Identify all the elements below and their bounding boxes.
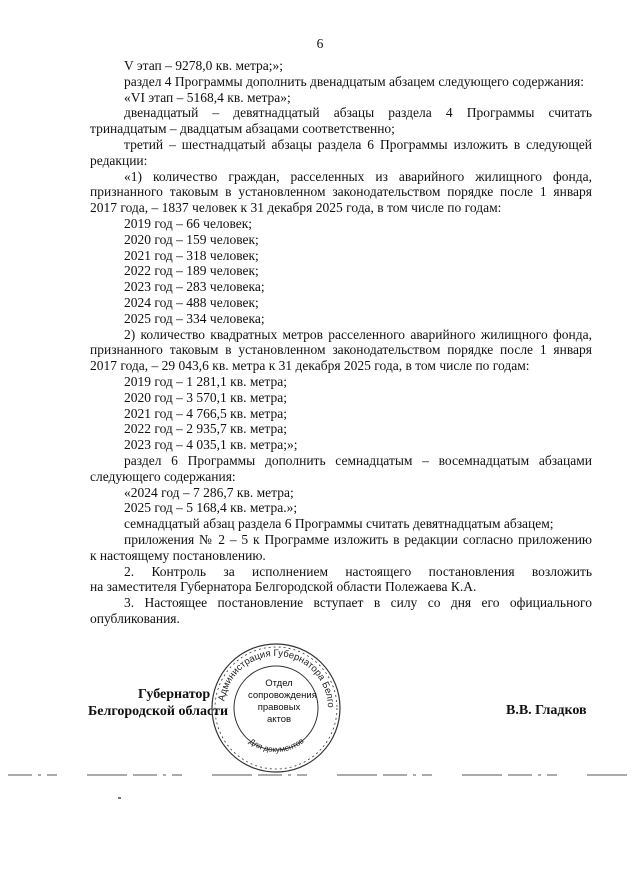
signatory-title-line2: Белгородской области (88, 704, 229, 719)
page-number: 6 (316, 36, 324, 51)
paragraph-line: 2023 год – 283 человека; (124, 279, 265, 295)
paragraph-line: 2024 год – 488 человек; (124, 294, 259, 310)
signatory-name: В.В. Гладков (506, 703, 587, 718)
paragraph-line: на заместителя Губернатора Белгородской области Полежаева К.А. (90, 579, 477, 595)
paragraph-line: «VI этап – 5168,4 кв. метра»; (124, 89, 291, 105)
stamp-ring-text: Администрация Губернатора Белго (216, 647, 337, 708)
paragraph-line: 2017 года, – 29 043,6 кв. метра к 31 декабря 2025 года, в том числе по годам: (90, 358, 530, 374)
page-separator (0, 773, 640, 777)
paragraph-line: «2024 год – 7 286,7 кв. метра; (124, 484, 294, 500)
paragraph-line: 2023 год – 4 035,1 кв. метра;»; (124, 437, 298, 453)
paragraph-line: 2025 год – 334 человека; (124, 310, 265, 326)
paragraph-line: редакции: (90, 152, 148, 168)
stamp-bottom-text: Для документов (247, 736, 306, 755)
paragraph-line: «1) количество граждан, расселенных из аварийного жилищного фонда, (124, 168, 592, 184)
paragraph-line: третий – шестнадцатый абзацы раздела 6 Программы изложить в следующей (124, 136, 592, 152)
paragraph-line: 2021 год – 318 человек; (124, 247, 259, 263)
signatory-title-line1: Губернатор (138, 687, 211, 702)
paragraph-line: раздел 4 Программы дополнить двенадцатым абзацем следующего содержания: (124, 73, 584, 89)
paragraph-line: приложения № 2 – 5 к Программе изложить в редакции согласно приложению (124, 531, 592, 547)
paragraph-line: 2022 год – 2 935,7 кв. метра; (124, 421, 287, 437)
document-body (90, 58, 592, 627)
paragraph-line: V этап – 9278,0 кв. метра;»; (124, 58, 284, 73)
stamp-center-line: актов (266, 714, 292, 725)
paragraph-line: к настоящему постановлению. (90, 547, 266, 563)
scan-artifact (118, 797, 121, 799)
stamp-center-line: сопровождения (248, 690, 317, 701)
paragraph-line: 2) количество квадратных метров расселенного аварийного жилищного фонда, (124, 326, 592, 342)
paragraph-line: семнадцатый абзац раздела 6 Программы считать девятнадцатым абзацем; (124, 516, 554, 532)
official-stamp (208, 640, 344, 776)
paragraph-line: 2017 года, – 1837 человек к 31 декабря 2025 года, в том числе по годам: (90, 200, 502, 216)
paragraph-line: 2019 год – 1 281,1 кв. метра; (124, 373, 287, 389)
paragraph-line: 2019 год – 66 человек; (124, 215, 253, 231)
paragraph-line: двенадцатый – девятнадцатый абзацы раздела 4 Программы считать (124, 105, 592, 121)
paragraph-line: 2025 год – 5 168,4 кв. метра.»; (124, 500, 298, 516)
paragraph-line: тринадцатым – двадцатым абзацами соответственно; (90, 121, 395, 137)
paragraph-line: признанного таковым в установленном законодательством порядке после 1 января (90, 342, 592, 358)
stamp-center-text (248, 678, 317, 726)
paragraph-line: 2022 год – 189 человек; (124, 263, 259, 279)
paragraph-line: 3. Настоящее постановление вступает в силу со дня его официального (124, 595, 592, 611)
paragraph-line: следующего содержания: (90, 468, 236, 484)
signature-block (0, 640, 640, 770)
stamp-center-line: правовых (257, 702, 301, 713)
paragraph-line: 2020 год – 159 человек; (124, 231, 259, 247)
paragraph-line: 2021 год – 4 766,5 кв. метра; (124, 405, 287, 421)
paragraph-line: опубликования. (90, 610, 180, 626)
paragraph-line: 2020 год – 3 570,1 кв. метра; (124, 389, 287, 405)
stamp-center-line: Отдел (265, 678, 293, 689)
paragraph-line: 2. Контроль за исполнением настоящего постановления возложить (124, 563, 592, 579)
paragraph-line: признанного таковым в установленном законодательством порядке после 1 января (90, 184, 592, 200)
paragraph-line: раздел 6 Программы дополнить семнадцатым – восемнадцатым абзацами (124, 452, 592, 468)
